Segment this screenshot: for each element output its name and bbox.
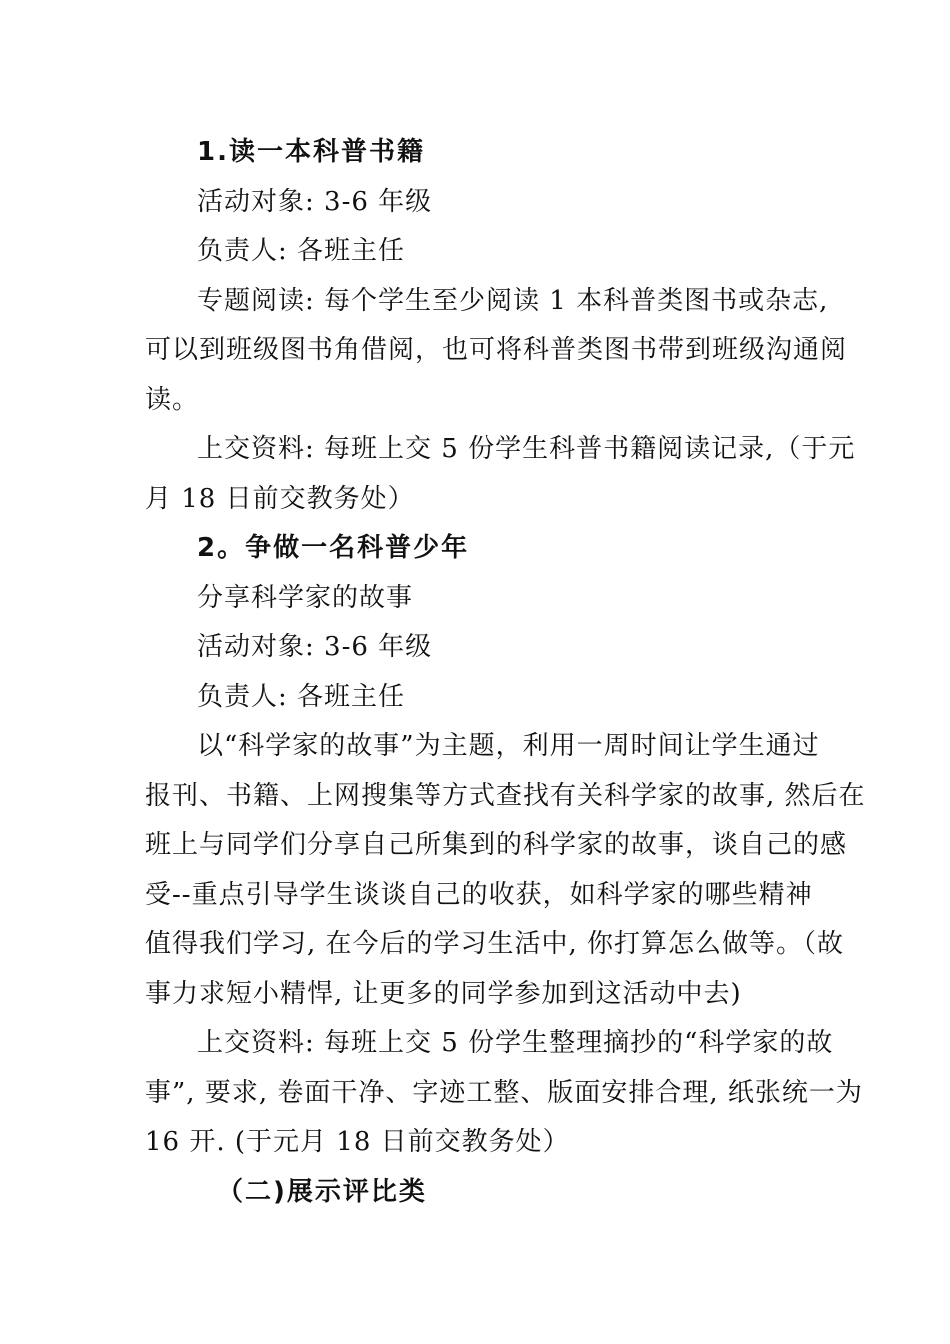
subheading-scientist-stories: 分享科学家的故事 (197, 582, 414, 613)
reading-paragraph-line-2: 可以到班级图书角借阅，也可将科普类图书带到班级沟通阅 (145, 335, 848, 365)
heading-science-youth: 2。争做一名科普少年 (197, 533, 470, 563)
responsible-person-2: 负责人: 各班主任 (197, 681, 406, 712)
document-page (145, 128, 866, 1217)
submission2-line-1: 上交资料: 每班上交 5 份学生整理摘抄的“科学家的故 (197, 1028, 834, 1058)
section-heading-exhibition: （二)展示评比类 (217, 1176, 427, 1207)
responsible-person-1: 负责人: 各班主任 (197, 236, 406, 266)
stories-paragraph-line-2: 报刊、书籍、上网搜集等方式查找有关科学家的故事, 然后在 (145, 780, 866, 811)
reading-paragraph-line-1: 专题阅读: 每个学生至少阅读 1 本科普类图书或杂志, (197, 285, 829, 316)
stories-paragraph-line-6: 事力求短小精悍, 让更多的同学参加到这活动中去) (145, 978, 742, 1009)
activity-target-1: 活动对象: 3-6 年级 (197, 186, 433, 217)
submission-line-1: 上交资料: 每班上交 5 份学生科普书籍阅读记录,（于元 (197, 434, 856, 464)
submission2-line-3: 16 开. (于元月 18 日前交教务处） (145, 1127, 570, 1157)
activity-target-2: 活动对象: 3-6 年级 (197, 632, 433, 662)
heading-read-science-book: 1.读一本科普书籍 (197, 137, 425, 167)
submission2-line-2: 事”, 要求, 卷面干净、字迹工整、版面安排合理, 纸张统一为 (145, 1077, 863, 1108)
stories-paragraph-line-5: 值得我们学习, 在今后的学习生活中, 你打算怎么做等。（故 (145, 929, 845, 959)
stories-paragraph-line-3: 班上与同学们分享自己所集到的科学家的故事，谈自己的感 (145, 830, 848, 860)
reading-paragraph-line-3: 读。 (145, 384, 200, 415)
stories-paragraph-line-1: 以“科学家的故事”为主题，利用一周时间让学生通过 (197, 731, 820, 761)
stories-paragraph-line-4: 受--重点引导学生谈谈自己的收获，如科学家的哪些精神 (145, 879, 813, 910)
submission-line-2: 月 18 日前交教务处） (145, 483, 415, 514)
